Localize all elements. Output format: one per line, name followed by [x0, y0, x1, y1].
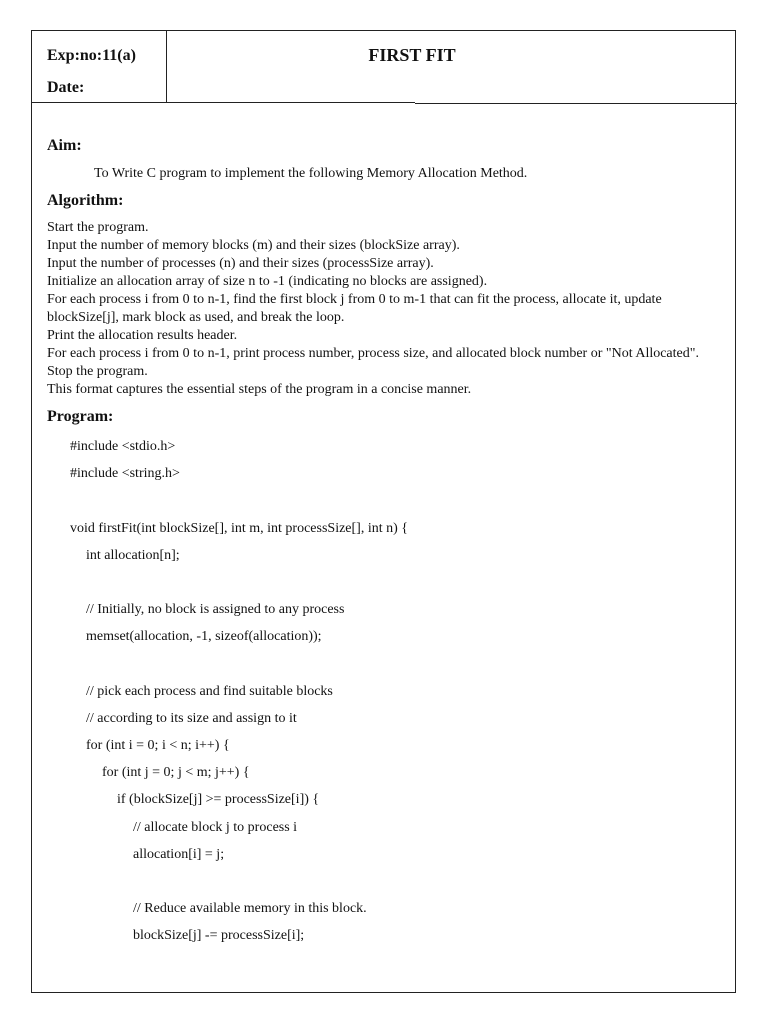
- code-line: // according to its size and assign to it: [86, 710, 297, 726]
- aim-text: To Write C program to implement the following Memory Allocation Method.: [94, 166, 528, 181]
- code-line: blockSize[j] -= processSize[i];: [133, 928, 305, 944]
- algorithm-step: Print the allocation results header.: [47, 328, 238, 343]
- code-line: int allocation[n];: [86, 547, 180, 563]
- code-blank-line: [47, 651, 717, 678]
- program-heading: Program:: [47, 408, 114, 425]
- date-label: Date:: [47, 79, 85, 96]
- program-code: [47, 433, 717, 950]
- algorithm-step: For each process i from 0 to n-1, find the first block j from 0 to m-1 that can fit the process, allocate it, update blockSize[j], mark block as used, and break the loop.: [47, 292, 662, 325]
- header-horizontal-divider: [32, 102, 415, 103]
- algorithm-heading: Algorithm:: [47, 192, 124, 209]
- algorithm-step: Input the number of processes (n) and their sizes (processSize array).: [47, 256, 434, 271]
- header-horizontal-divider-right: [415, 103, 737, 104]
- page-frame: [31, 30, 736, 993]
- page-title: FIRST FIT: [368, 45, 456, 65]
- algorithm-step: For each process i from 0 to n-1, print process number, process size, and allocated block number or "Not Allocated".: [47, 346, 699, 361]
- algorithm-steps: [47, 219, 717, 399]
- code-line: memset(allocation, -1, sizeof(allocation));: [86, 629, 322, 645]
- code-line: if (blockSize[j] >= processSize[i]) {: [117, 792, 320, 808]
- code-line: // Initially, no block is assigned to any process: [86, 602, 345, 618]
- code-blank-line: [47, 569, 717, 596]
- document-body: [47, 137, 717, 950]
- header-vertical-divider: [166, 31, 167, 103]
- code-line: // pick each process and find suitable blocks: [86, 683, 333, 699]
- code-line: #include <stdio.h>: [70, 439, 176, 454]
- algorithm-step: Initialize an allocation array of size n to -1 (indicating no blocks are assigned).: [47, 274, 488, 289]
- algorithm-step: Start the program.: [47, 220, 149, 235]
- algorithm-step: Input the number of memory blocks (m) and their sizes (blockSize array).: [47, 238, 460, 253]
- code-line: for (int i = 0; i < n; i++) {: [86, 738, 230, 754]
- code-blank-line: [47, 487, 717, 514]
- code-blank-line: [47, 868, 717, 895]
- code-line: // Reduce available memory in this block.: [133, 901, 367, 917]
- code-line: void firstFit(int blockSize[], int m, int processSize[], int n) {: [70, 520, 409, 536]
- code-line: for (int j = 0; j < m; j++) {: [102, 765, 250, 781]
- code-line: // allocate block j to process i: [133, 819, 298, 835]
- code-line: allocation[i] = j;: [133, 846, 225, 862]
- code-line: #include <string.h>: [70, 466, 180, 482]
- algorithm-step: This format captures the essential steps of the program in a concise manner.: [47, 382, 472, 397]
- algorithm-step: Stop the program.: [47, 364, 148, 379]
- aim-heading: Aim:: [47, 137, 82, 154]
- experiment-number: Exp:no:11(a): [47, 47, 136, 64]
